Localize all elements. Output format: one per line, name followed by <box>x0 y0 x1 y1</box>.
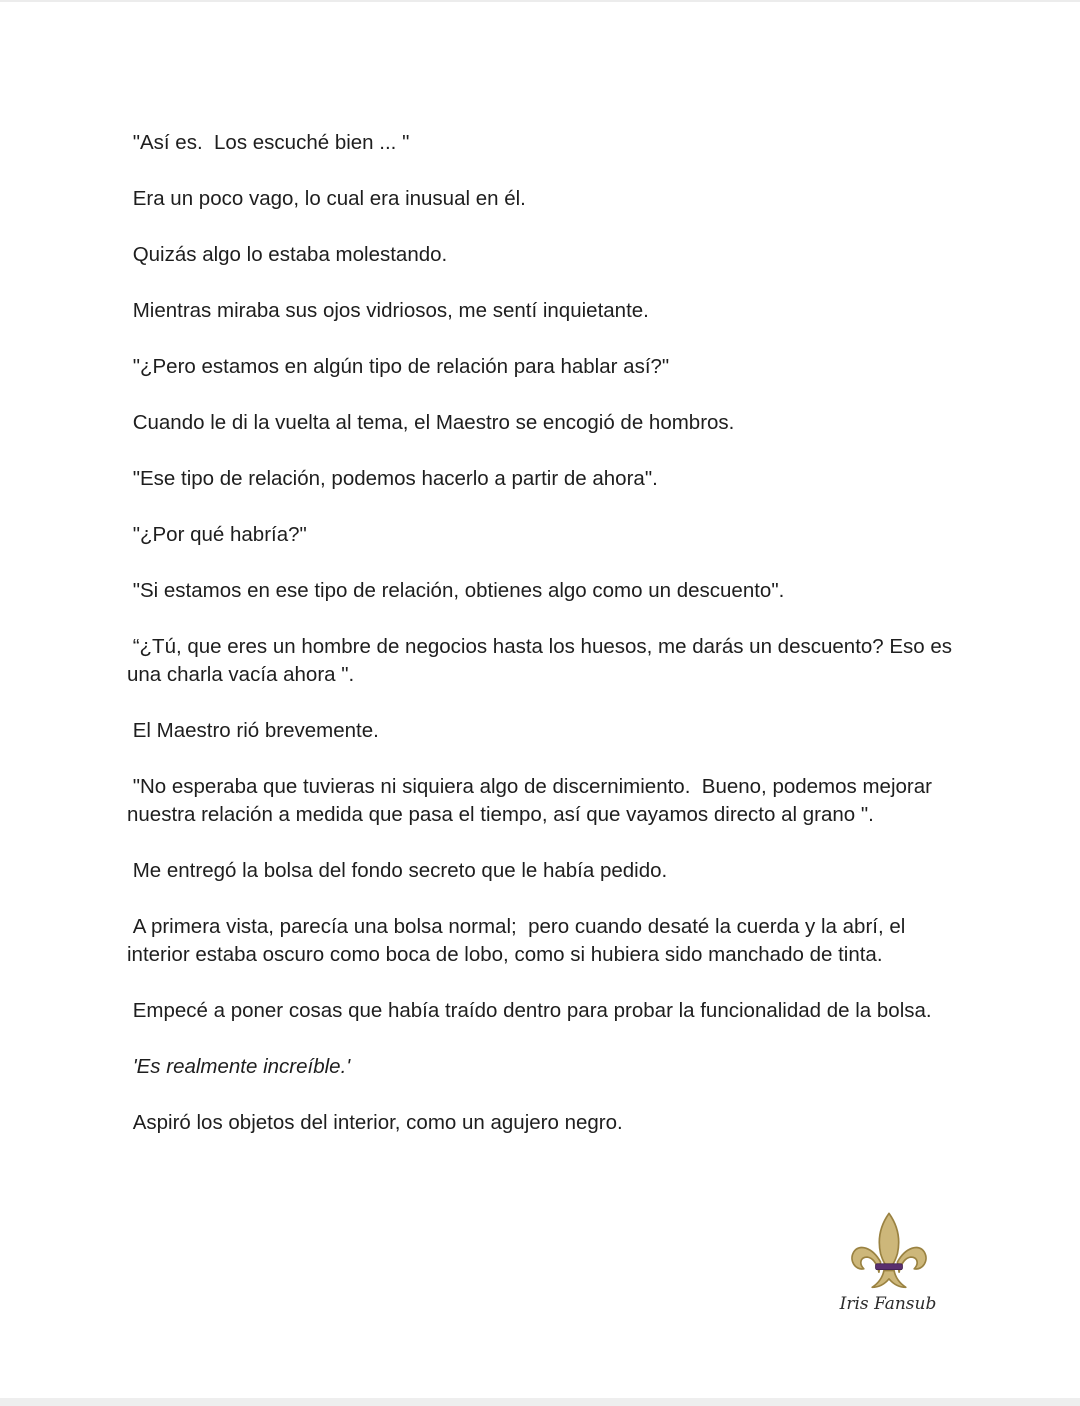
paragraph: Cuando le di la vuelta al tema, el Maestro se encogió de hombros. <box>127 411 735 434</box>
paragraph: Aspiró los objetos del interior, como un agujero negro. <box>127 1111 623 1134</box>
page-bottom-edge <box>0 1398 1080 1406</box>
paragraph: Quizás algo lo estaba molestando. <box>127 243 448 266</box>
fleur-de-lis-icon <box>846 1210 932 1294</box>
iris-fansub-logo <box>838 1210 938 1320</box>
paragraph: "Si estamos en ese tipo de relación, obtienes algo como un descuento". <box>127 579 785 602</box>
paragraph: “¿Tú, que eres un hombre de negocios hasta los huesos, me darás un descuento? Eso es una charla vacía ahora ". <box>127 635 958 686</box>
paragraph: Mientras miraba sus ojos vidriosos, me sentí inquietante. <box>127 299 649 322</box>
logo-text: Iris Fansub <box>839 1294 937 1314</box>
paragraph: "¿Por qué habría?" <box>127 523 307 546</box>
paragraph-thought: 'Es realmente increíble.' <box>127 1055 351 1078</box>
paragraph: "Ese tipo de relación, podemos hacerlo a partir de ahora". <box>127 467 658 490</box>
document-body <box>127 129 957 1165</box>
paragraph: "Así es. Los escuché bien ... " <box>127 131 410 154</box>
paragraph: El Maestro rió brevemente. <box>127 719 379 742</box>
paragraph: Me entregó la bolsa del fondo secreto que le había pedido. <box>127 859 668 882</box>
paragraph: "No esperaba que tuvieras ni siquiera algo de discernimiento. Bueno, podemos mejorar nuestra relación a medida que pasa el tiempo, así que vayamos directo al grano ". <box>127 775 938 826</box>
paragraph: Era un poco vago, lo cual era inusual en él. <box>127 187 526 210</box>
paragraph: Empecé a poner cosas que había traído dentro para probar la funcionalidad de la bolsa. <box>127 999 932 1022</box>
paragraph: "¿Pero estamos en algún tipo de relación para hablar así?" <box>127 355 670 378</box>
paragraph: A primera vista, parecía una bolsa normal; pero cuando desaté la cuerda y la abrí, el interior estaba oscuro como boca de lobo, como si hubiera sido manchado de tinta. <box>127 915 912 966</box>
